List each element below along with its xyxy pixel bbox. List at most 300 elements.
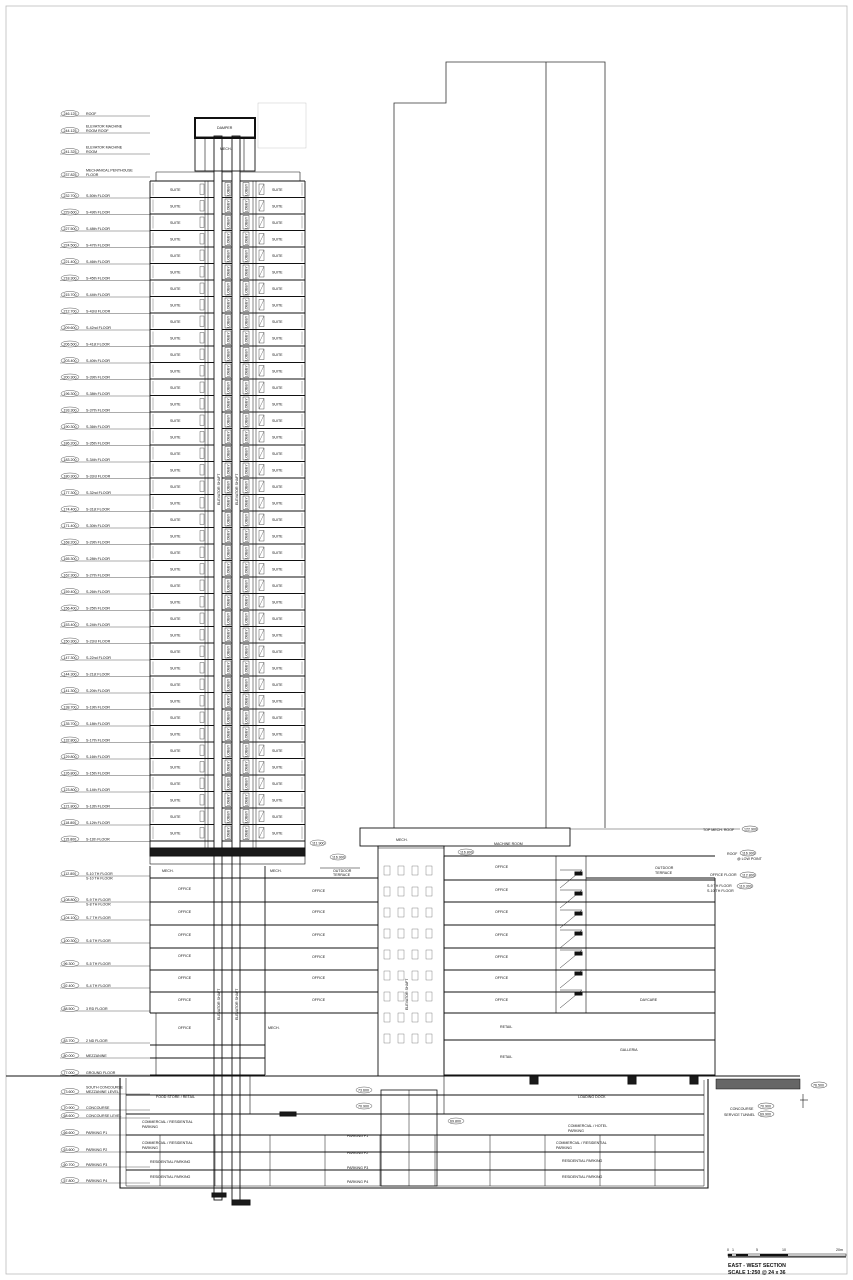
comm-res-parking-label-b2: PARKING: [142, 1146, 158, 1150]
suite-label-east: SUITE: [272, 286, 283, 291]
office-label-west-2: OFFICE: [178, 933, 192, 937]
lower-level-name-7: 2 ND FLOOR: [86, 1038, 108, 1043]
res-parking-label-4: RESIDENTIAL PARKING: [562, 1175, 603, 1179]
lobby-label: LOBBY: [244, 513, 249, 526]
office-label-east-5: OFFICE: [495, 976, 509, 980]
suite-label-west: SUITE: [170, 501, 181, 506]
lobby-label: LOBBY: [226, 398, 231, 411]
lower-level-elev-1: 108.800: [63, 897, 77, 902]
tower-level-name-15: S-39th FLOOR: [86, 375, 110, 380]
outdoor-terrace-label-e: OUTDOOR: [655, 866, 674, 870]
suite-label-east: SUITE: [272, 616, 283, 621]
suite-label-west: SUITE: [170, 336, 181, 341]
tower-level-elev-3: 237.825: [63, 172, 77, 177]
lobby-label: LOBBY: [244, 612, 249, 625]
lobby-label: LOBBY: [244, 216, 249, 229]
tower-level-elev-12: 209.600: [63, 325, 77, 330]
suite-label-west: SUITE: [170, 831, 181, 836]
suite-label-east: SUITE: [272, 319, 283, 324]
lower-level-elev-7: 83.700: [63, 1038, 75, 1043]
suite-label-west: SUITE: [170, 237, 181, 242]
lobby-label: LOBBY: [226, 513, 231, 526]
parking-p1-label: PARKING P1: [347, 1134, 369, 1138]
tower-level-elev-29: 156.400: [63, 606, 77, 611]
tower-level-name-12: S-42nd FLOOR: [86, 325, 111, 330]
suite-label-east: SUITE: [272, 798, 283, 803]
lobby-label: LOBBY: [226, 447, 231, 460]
office-label-mid-1: OFFICE: [312, 910, 326, 914]
comm-hotel-parking-label: COMMERCIAL / HOTEL: [568, 1124, 608, 1128]
suite-label-west: SUITE: [170, 732, 181, 737]
tower-level-elev-17: 193.300: [63, 408, 77, 413]
tower-level-elev-16: 196.300: [63, 391, 77, 396]
lobby-label: LOBBY: [244, 645, 249, 658]
suite-label-east: SUITE: [272, 550, 283, 555]
suite-label-east: SUITE: [272, 468, 283, 473]
tower-level-name-30: S-24th FLOOR: [86, 622, 110, 627]
elevator-shaft-label-atrium: ELEVATOR SHAFT: [405, 978, 409, 1010]
office-label-west-4: OFFICE: [178, 976, 192, 980]
suite-label-west: SUITE: [170, 418, 181, 423]
suite-label-west: SUITE: [170, 220, 181, 225]
service-tunnel-elev: 69.900: [760, 1112, 771, 1117]
tower-level-name-5: S-49th FLOOR: [86, 210, 110, 215]
lower-level-name-3: S-6 TH FLOOR: [86, 938, 111, 943]
tower-level-name-42: S-12th FLOOR: [86, 820, 110, 825]
lobby-label: LOBBY: [226, 678, 231, 691]
lobby-label: LOBBY: [244, 827, 249, 840]
machine-room-label: MACHINE ROOM: [494, 842, 523, 846]
lower-level-elev-15: 60.700: [63, 1162, 75, 1167]
lower-level-name-11: CONCOURSE: [86, 1105, 110, 1110]
food-store-label: FOOD STORE / RETAIL: [156, 1095, 196, 1099]
comm-res-parking-label-b: COMMERCIAL / RESIDENTIAL: [142, 1141, 193, 1145]
tower-level-name-34: S-20th FLOOR: [86, 688, 110, 693]
lobby-label: LOBBY: [244, 794, 249, 807]
tower-level-elev-7: 224.500: [63, 243, 77, 248]
tower-level-name-9: S-45th FLOOR: [86, 276, 110, 281]
tower-level-elev-23: 174.400: [63, 507, 77, 512]
lobby-label: LOBBY: [244, 629, 249, 642]
lower-level-elev-6: 88.500: [63, 1006, 75, 1011]
lower-level-elev-11: 70.900: [63, 1105, 75, 1110]
suite-label-east: SUITE: [272, 765, 283, 770]
lower-level-elev-10: 73.600: [63, 1089, 75, 1094]
suite-label-east: SUITE: [272, 187, 283, 192]
parking-p3-label: PARKING P3: [347, 1166, 369, 1170]
tower-level-elev-36: 135.700: [63, 721, 77, 726]
tower-level-name-17: S-37th FLOOR: [86, 408, 110, 413]
lobby-label: LOBBY: [244, 381, 249, 394]
lower-level-elev-13: 66.600: [63, 1130, 75, 1135]
suite-label-east: SUITE: [272, 418, 283, 423]
lobby-label: LOBBY: [244, 596, 249, 609]
suite-label-east: SUITE: [272, 369, 283, 374]
suite-label-east: SUITE: [272, 715, 283, 720]
tower-level-name-3-1: FLOOR: [86, 172, 99, 177]
comm-res-parking-label: COMMERCIAL / RESIDENTIAL: [142, 1120, 193, 1124]
suite-label-east: SUITE: [272, 270, 283, 275]
tower-level-name-14: S-40th FLOOR: [86, 358, 110, 363]
scale-tick-5: 5: [756, 1248, 758, 1252]
tower-level-name-2-1: ROOM: [86, 149, 98, 154]
drawing-title: EAST - WEST SECTION: [728, 1263, 786, 1269]
lobby-label: LOBBY: [244, 266, 249, 279]
lower-level-elev-14: 63.600: [63, 1147, 75, 1152]
lobby-label: LOBBY: [244, 332, 249, 345]
mid-tag-3: 73.600: [358, 1088, 369, 1093]
suite-label-west: SUITE: [170, 352, 181, 357]
lobby-label: LOBBY: [226, 711, 231, 724]
mid-elevation-tags: [310, 840, 474, 1124]
suite-label-east: SUITE: [272, 385, 283, 390]
retail-label-2: RETAIL: [500, 1055, 513, 1059]
lobby-label: LOBBY: [226, 629, 231, 642]
tower-level-name-24: S-30th FLOOR: [86, 523, 110, 528]
lobby-label: LOBBY: [226, 282, 231, 295]
suite-label-west: SUITE: [170, 369, 181, 374]
office-label-east-2: OFFICE: [495, 910, 509, 914]
suite-label-east: SUITE: [272, 435, 283, 440]
lobby-label: LOBBY: [226, 761, 231, 774]
tower-level-name-3: MECHANICAL PENTHOUSE: [86, 168, 133, 173]
suite-label-east: SUITE: [272, 204, 283, 209]
res-parking-label-3: RESIDENTIAL PARKING: [562, 1159, 603, 1163]
lower-level-name2-0: S-10 TH FLOOR: [86, 876, 113, 881]
tower-level-elev-34: 141.300: [63, 688, 77, 693]
lobby-label: LOBBY: [226, 332, 231, 345]
suite-label-east: SUITE: [272, 649, 283, 654]
tower-level-name-37: S-17th FLOOR: [86, 738, 110, 743]
suite-label-east: SUITE: [272, 517, 283, 522]
tower-level-elev-11: 212.700: [63, 309, 77, 314]
lobby-label: LOBBY: [244, 414, 249, 427]
tower-level-name-4: S-50th FLOOR: [86, 193, 110, 198]
lower-level-name-12: CONCOURSE LEVEL: [86, 1113, 122, 1118]
lobby-label: LOBBY: [244, 233, 249, 246]
lobby-label: LOBBY: [226, 546, 231, 559]
tower-level-elev-1: 244.125: [63, 128, 77, 133]
tower-level-name-20: S-34th FLOOR: [86, 457, 110, 462]
office-label-east-6: OFFICE: [495, 998, 509, 1002]
tower-level-elev-28: 159.400: [63, 589, 77, 594]
suite-label-west: SUITE: [170, 814, 181, 819]
lower-level-elev-8: 80.000: [63, 1053, 75, 1058]
office-label-mid-3: OFFICE: [312, 955, 326, 959]
lobby-label: LOBBY: [226, 579, 231, 592]
tower-level-elev-19: 186.200: [63, 441, 77, 446]
tower-level-name-18: S-36th FLOOR: [86, 424, 110, 429]
suite-label-east: SUITE: [272, 220, 283, 225]
suite-label-east: SUITE: [272, 682, 283, 687]
lower-level-elev-12: 68.600: [63, 1113, 75, 1118]
suite-label-east: SUITE: [272, 253, 283, 258]
tower-level-elev-6: 227.500: [63, 226, 77, 231]
elevator-shaft-label: ELEVATOR SHAFT: [217, 473, 221, 505]
outdoor-terrace-label-w: OUTDOOR: [333, 869, 352, 873]
tower-level-name-43: S-11th FLOOR: [86, 837, 110, 842]
lower-level-name-4: S-5 TH FLOOR: [86, 961, 111, 966]
lobby-label: LOBBY: [244, 728, 249, 741]
low-point-note: @ LOW POINT: [737, 857, 762, 861]
s9-floor-elev: 110.300: [739, 884, 752, 889]
roof-elev: 116.900: [742, 851, 755, 856]
lobby-label: LOBBY: [244, 249, 249, 262]
lower-level-name-13: PARKING P1: [86, 1130, 108, 1135]
office-label-east-1: OFFICE: [495, 888, 509, 892]
suite-label-west: SUITE: [170, 649, 181, 654]
tower-level-name-35: S-19th FLOOR: [86, 705, 110, 710]
lower-level-name-15: PARKING P3: [86, 1162, 108, 1167]
lobby-label: LOBBY: [226, 464, 231, 477]
tower-level-elev-33: 144.300: [63, 672, 77, 677]
tower-level-name-1-1: ROOM ROOF: [86, 128, 109, 133]
suite-label-west: SUITE: [170, 435, 181, 440]
level-markers-right: [570, 826, 827, 1117]
tower-level-elev-40: 123.800: [63, 787, 77, 792]
lobby-label: LOBBY: [226, 365, 231, 378]
lower-level-elev-9: 77.000: [63, 1070, 75, 1075]
scale-tick-10: 10: [782, 1248, 786, 1252]
lobby-label: LOBBY: [244, 431, 249, 444]
tower-level-elev-9: 218.300: [63, 276, 77, 281]
lower-level-name-0: S-10 TH FLOOR: [86, 871, 113, 876]
mid-tag-2: 116.800: [460, 850, 473, 855]
tower-level-name-27: S-27th FLOOR: [86, 573, 110, 578]
tower-level-name-41: S-13th FLOOR: [86, 804, 110, 809]
lobby-label: LOBBY: [226, 480, 231, 493]
background-tower: [258, 62, 605, 828]
tower-level-elev-27: 162.300: [63, 573, 77, 578]
suite-label-west: SUITE: [170, 633, 181, 638]
tower-level-name-29: S-25th FLOOR: [86, 606, 110, 611]
lower-level-name-8: MEZZANINE: [86, 1053, 107, 1058]
tower-level-name-0: ROOF: [86, 111, 97, 116]
mid-tag-0: 111.900: [312, 841, 325, 846]
office-label-west-6: OFFICE: [178, 1026, 192, 1030]
tower-level-name-8: S-46th FLOOR: [86, 259, 110, 264]
scale-tick-0: 0: [727, 1248, 729, 1252]
comm-res-parking-label-2: PARKING: [142, 1125, 158, 1129]
suite-label-east: SUITE: [272, 567, 283, 572]
lobby-label: LOBBY: [226, 216, 231, 229]
lobby-label: LOBBY: [226, 233, 231, 246]
suite-label-west: SUITE: [170, 616, 181, 621]
outdoor-terrace-label-e2: TERRACE: [655, 871, 673, 875]
lobby-label: LOBBY: [244, 497, 249, 510]
tower-level-elev-18: 190.300: [63, 424, 77, 429]
office-label-mid-0: OFFICE: [312, 889, 326, 893]
tower-level-name-33: S-21st FLOOR: [86, 672, 110, 677]
tower-level-name-36: S-18th FLOOR: [86, 721, 110, 726]
lobby-label: LOBBY: [226, 810, 231, 823]
scale-tick-1: 1: [732, 1248, 734, 1252]
s10-floor-label: S-10 TH FLOOR: [707, 889, 734, 893]
lower-level-name-14: PARKING P2: [86, 1147, 108, 1152]
office-label-east-4: OFFICE: [495, 955, 509, 959]
tower-level-elev-30: 153.400: [63, 622, 77, 627]
suite-label-east: SUITE: [272, 402, 283, 407]
comm-hotel-parking-label-2: PARKING: [568, 1129, 584, 1133]
lobby-label: LOBBY: [226, 315, 231, 328]
suite-label-east: SUITE: [272, 699, 283, 704]
tower-level-elev-8: 221.400: [63, 259, 77, 264]
parking-p4-label: PARKING P4: [347, 1180, 369, 1184]
lobby-label: LOBBY: [244, 282, 249, 295]
lower-level-name-5: S-4 TH FLOOR: [86, 983, 111, 988]
tower-level-name-23: S-31st FLOOR: [86, 507, 110, 512]
mech-label-podium: MECH.: [268, 1026, 280, 1030]
lobby-label: LOBBY: [226, 299, 231, 312]
drawing-scale: SCALE 1:250 @ 24 x 36: [728, 1270, 786, 1276]
tower-level-name-38: S-16th FLOOR: [86, 754, 110, 759]
lobby-label: LOBBY: [226, 662, 231, 675]
tower-level-name-39: S-15th FLOOR: [86, 771, 110, 776]
lobby-label: LOBBY: [244, 480, 249, 493]
tower-level-name-31: S-23rd FLOOR: [86, 639, 111, 644]
tower-level-name-19: S-35th FLOOR: [86, 441, 110, 446]
lobby-label: LOBBY: [226, 266, 231, 279]
suite-label-west: SUITE: [170, 286, 181, 291]
lobby-label: LOBBY: [244, 695, 249, 708]
tower-level-name-11: S-43rd FLOOR: [86, 309, 111, 314]
suite-label-west: SUITE: [170, 204, 181, 209]
tower-level-elev-31: 150.300: [63, 639, 77, 644]
top-mech-roof-label: TOP MECH. ROOF: [703, 828, 735, 832]
office-label-east-0: OFFICE: [495, 865, 509, 869]
office-floor-label: OFFICE FLOOR: [710, 873, 737, 877]
lobby-label: LOBBY: [226, 695, 231, 708]
tower-level-elev-20: 183.200: [63, 457, 77, 462]
loading-dock-label: LOADING DOCK: [578, 1095, 606, 1099]
lobby-label: LOBBY: [244, 464, 249, 477]
suite-label-west: SUITE: [170, 253, 181, 258]
lobby-label: LOBBY: [226, 728, 231, 741]
office-label-west-0: OFFICE: [178, 887, 192, 891]
suite-label-west: SUITE: [170, 402, 181, 407]
lobby-label: LOBBY: [244, 530, 249, 543]
lobby-label: LOBBY: [244, 546, 249, 559]
residential-tower: [150, 118, 305, 1200]
tower-level-elev-22: 177.300: [63, 490, 77, 495]
suite-label-west: SUITE: [170, 451, 181, 456]
scale-tick-20m: 20m: [836, 1248, 843, 1252]
tower-level-elev-15: 200.300: [63, 375, 77, 380]
lobby-label: LOBBY: [226, 200, 231, 213]
lobby-label: LOBBY: [244, 398, 249, 411]
service-tunnel-label: SERVICE TUNNEL: [724, 1113, 756, 1117]
suite-label-west: SUITE: [170, 748, 181, 753]
lobby-label: LOBBY: [226, 497, 231, 510]
tower-level-elev-14: 203.400: [63, 358, 77, 363]
mech-label-east: MECH.: [270, 869, 282, 873]
mid-tag-1: 116.900: [332, 855, 345, 860]
lobby-label: LOBBY: [226, 183, 231, 196]
galleria-label: GALLERIA: [620, 1048, 638, 1052]
lower-level-name-10-1: MEZZANINE LEVEL: [86, 1089, 119, 1094]
lobby-label: LOBBY: [226, 530, 231, 543]
lower-level-name-1: S-9 TH FLOOR: [86, 897, 111, 902]
tower-level-elev-43: 115.800: [63, 837, 77, 842]
tower-level-name-28: S-26th FLOOR: [86, 589, 110, 594]
suite-label-east: SUITE: [272, 732, 283, 737]
lower-level-elev-4: 96.300: [63, 961, 75, 966]
suite-label-west: SUITE: [170, 567, 181, 572]
tower-level-elev-5: 229.600: [63, 210, 77, 215]
lobby-label: LOBBY: [244, 810, 249, 823]
lobby-label: LOBBY: [226, 744, 231, 757]
tower-level-name-21: S-33rd FLOOR: [86, 474, 111, 479]
elevator-shaft-label-podium: ELEVATOR SHAFT: [217, 988, 221, 1020]
comm-res-parking-label-c2: PARKING: [556, 1146, 572, 1150]
suite-label-west: SUITE: [170, 517, 181, 522]
suite-label-west: SUITE: [170, 682, 181, 687]
suite-label-east: SUITE: [272, 237, 283, 242]
lower-level-elev-3: 100.300: [63, 938, 77, 943]
lobby-label: LOBBY: [226, 348, 231, 361]
lobby-label: LOBBY: [226, 249, 231, 262]
roof-label: ROOF: [727, 852, 738, 856]
lower-level-name-9: GROUND FLOOR: [86, 1070, 116, 1075]
tower-level-name-22: S-32nd FLOOR: [86, 490, 111, 495]
lobby-label: LOBBY: [226, 612, 231, 625]
office-label-mid-2: OFFICE: [312, 933, 326, 937]
tower-level-elev-41: 121.800: [63, 804, 77, 809]
mid-tag-5: 69.800: [450, 1119, 461, 1124]
suite-label-west: SUITE: [170, 600, 181, 605]
suite-label-west: SUITE: [170, 187, 181, 192]
tower-level-name-25: S-29th FLOOR: [86, 540, 110, 545]
retail-label-1: RETAIL: [500, 1025, 513, 1029]
suite-label-east: SUITE: [272, 336, 283, 341]
suite-label-west: SUITE: [170, 699, 181, 704]
tower-level-elev-37: 132.800: [63, 738, 77, 743]
suite-label-east: SUITE: [272, 583, 283, 588]
tower-level-name-2: ELEVATOR MACHINE: [86, 145, 123, 150]
lobby-label: LOBBY: [244, 365, 249, 378]
tower-level-name-10: S-44th FLOOR: [86, 292, 110, 297]
suite-label-east: SUITE: [272, 633, 283, 638]
tower-level-elev-39: 126.800: [63, 771, 77, 776]
tower-level-elev-38: 129.800: [63, 754, 77, 759]
suite-label-west: SUITE: [170, 765, 181, 770]
suite-label-west: SUITE: [170, 666, 181, 671]
suite-label-west: SUITE: [170, 319, 181, 324]
suite-label-east: SUITE: [272, 352, 283, 357]
tower-level-name-16: S-38th FLOOR: [86, 391, 110, 396]
office-label-mid-5: OFFICE: [312, 998, 326, 1002]
suite-label-east: SUITE: [272, 814, 283, 819]
tower-level-name-6: S-48th FLOOR: [86, 226, 110, 231]
suite-label-east: SUITE: [272, 484, 283, 489]
suite-label-east: SUITE: [272, 748, 283, 753]
office-label-mid-4: OFFICE: [312, 976, 326, 980]
lobby-label: LOBBY: [244, 183, 249, 196]
lobby-label: LOBBY: [226, 827, 231, 840]
lobby-label: LOBBY: [226, 777, 231, 790]
lobby-label: LOBBY: [244, 299, 249, 312]
lobby-label: LOBBY: [226, 794, 231, 807]
s9-floor-label: S-9 TH FLOOR: [707, 884, 732, 888]
suite-label-east: SUITE: [272, 534, 283, 539]
office-floor-elev: 112.800: [742, 873, 755, 878]
lower-level-name-10: SOUTH CONCOURSE: [86, 1085, 123, 1090]
title-block: [727, 1248, 846, 1276]
lobby-label: LOBBY: [244, 662, 249, 675]
podium-section: [6, 828, 800, 1205]
lobby-label: LOBBY: [226, 596, 231, 609]
tower-level-name-40: S-14th FLOOR: [86, 787, 110, 792]
